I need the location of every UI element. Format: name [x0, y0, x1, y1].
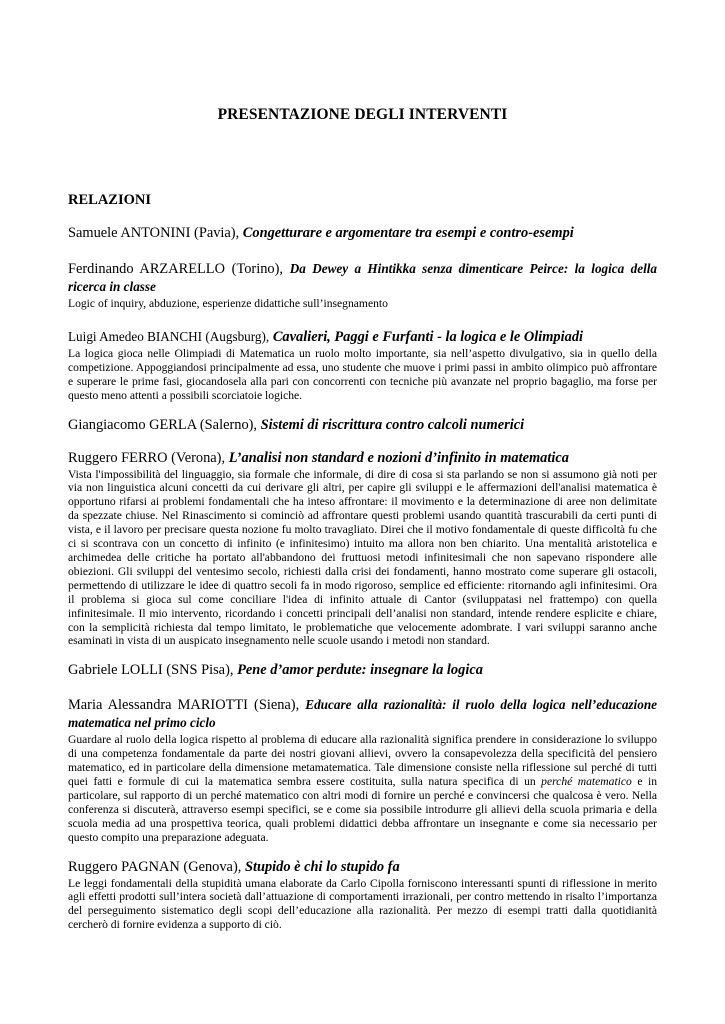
talk-heading [68, 696, 657, 732]
document-title: PRESENTAZIONE DEGLI INTERVENTI [217, 106, 508, 123]
talk-item [68, 328, 657, 403]
talk-heading [68, 859, 657, 876]
abstract-emphasis: perché matematico [541, 775, 632, 789]
talk-speaker: Ferdinando ARZARELLO (Torino), [68, 261, 283, 277]
talk-speaker: Samuele ANTONINI (Pavia), [68, 225, 240, 241]
talk-item [68, 260, 657, 311]
talk-title: Pene d’amor perdute: insegnare la logica [237, 662, 483, 679]
talk-list [68, 225, 657, 945]
talk-speaker: Giangiacomo GERLA (Salerno), [68, 416, 258, 433]
talk-heading [68, 662, 657, 679]
talk-abstract: Logic of inquiry, abduzione, esperienze didattiche sull’insegnamento [68, 297, 388, 310]
talk-item [68, 696, 657, 844]
talk-speaker: Ruggero FERRO (Verona), [68, 449, 226, 466]
talk-title: Stupido è chi lo stupido fa [244, 858, 400, 875]
talk-heading [68, 450, 657, 467]
section-heading-relazioni: RELAZIONI [68, 192, 151, 208]
talk-title: Cavalieri, Paggi e Furfanti - la logica e le Olimpiadi [272, 328, 584, 345]
talk-speaker: Maria Alessandra MARIOTTI (Siena), [68, 697, 300, 714]
talk-item [68, 225, 657, 242]
talk-title: L’analisi non standard e nozioni d’infinito in matematica [228, 449, 569, 466]
abstract-text: e in particolare, sul rapporto di un perché matematico con altri modi di fornire un perché e convincersi che qualcosa è vero. Nella conferenza si discuterà, attraverso esempi specifici, se e come sia possibile introdurre gli allievi della scuola primaria e della scuola media ad una prospettiva teorica, quali problemi didattici debba affrontare un insegnante e come sia necessario per questo compito una preparazione adeguata. [68, 775, 658, 844]
talk-heading [68, 225, 657, 242]
talk-item [68, 450, 657, 649]
talk-abstract: Le leggi fondamentali della stupidità umana elaborate da Carlo Cipolla forniscono interessanti spunti di riflessione in merito agli effetti prodotti sull’intera società dall’attuazione di comportamenti irrazionali, per contro mettendo in risalto l’importanza del perseguimento sistematico degli scopi dell’educazione alla razionalità. Per mezzo di esempi tratti dalla quotidianità cercherò di fornire evidenza a supporto di ciò. [68, 876, 657, 932]
talk-title: Sistemi di riscrittura contro calcoli numerici [260, 416, 525, 433]
talk-title: Congetturare e argomentare tra esempi e contro-esempi [242, 225, 574, 241]
talk-abstract: Vista l'impossibilità del linguaggio, sia formale che informale, di dire di cosa si sta parlando se non si assumono già noti per via non linguistica alcuni concetti da cui derivare gli altri, per capire gli sviluppi e le affermazioni dell'analisi matematica è opportuno rifarsi ai problemi fondamentali che ha inteso affrontare: il movimento e la determinazione di aree non delimitate da spezzate chiuse. Nel Rinascimento si cominciò ad affrontare questi problemi usando quantità trascurabili da certi punti di vista, e il lavoro per precisare questa nozione fu molto travagliato. Direi che il motivo fondamentale di queste difficoltà fu che ci si scontrava con un concetto di infinito (e infinitesimo) intuito ma allora non ben chiarito. Una mentalità aristotelica e archimedea delle critiche ha portato all'abbandono dei fruttuosi metodi infinitesimali che non sapevano rispondere alle obiezioni. Gli sviluppi del ventesimo secolo, richiesti dalla crisi dei fondamenti, hanno mostrato come superare gli ostacoli, permettendo di utilizzare le idee di quattro secoli fa in modo rigoroso, semplice ed efficiente: ritornando agli infinitesimi. Ora il problema si gioca sul come conciliare l'idea di infinito attuale di Cantor (sviluppatasi nel frattempo) con quella infinitesimale. Il mio intervento, ricordando i concetti principali dell’analisi non standard, intende rendere esplicite e chiare, con la semplicità richiesta dal tempo limitato, le problematiche que velocemente adombrate. I vari sviluppi saranno anche esaminati in vista di un auspicato insegnamento nelle scuole usando i metodi non standard. [68, 467, 657, 648]
talk-heading [68, 260, 657, 296]
talk-item [68, 859, 657, 933]
talk-abstract: La logica gioca nelle Olimpiadi di Matematica un ruolo molto importante, sia nell’aspetto divulgativo, sia in quello della competizione. Appoggiandosi principalmente ad essa, uno studente che muove i primi passi in ambito olimpico può affrontare e superare le prime fasi, giocandosela alla pari con concorrenti con tecniche più avanzate nel proprio bagaglio, ma forse per questo meno attenti a possibili scorciatoie logiche. [68, 346, 657, 402]
talk-speaker: Ruggero PAGNAN (Genova), [68, 858, 242, 875]
talk-abstract [68, 733, 657, 844]
talk-item [68, 662, 657, 679]
talk-title: Educare alla razionalità: il ruolo della logica nell’educazione matematica nel primo ciclo [68, 697, 658, 731]
talk-heading [68, 328, 657, 346]
abstract-text: Guardare al ruolo della logica rispetto al problema di educare alla razionalità significa prendere in considerazione lo sviluppo di una competenza fondamentale da parte dei nostri giovani allievi, ovvero la consapevolezza della specificità del pensiero matematico, ed in particolare della dimensione metamatematica. Tale dimensione consiste nella riflessione sul perché di tutti quei fatti e formule di cui la matematica sembra essere costituita, sulla natura specifica di un [68, 733, 657, 789]
talk-title: Da Dewey a Hintikka senza dimenticare Peirce: la logica della ricerca in classe [68, 261, 657, 294]
talk-item [68, 417, 657, 434]
talk-speaker: Luigi Amedeo BIANCHI (Augsburg), [68, 328, 270, 344]
talk-heading [68, 417, 657, 434]
talk-speaker: Gabriele LOLLI (SNS Pisa), [68, 662, 234, 679]
